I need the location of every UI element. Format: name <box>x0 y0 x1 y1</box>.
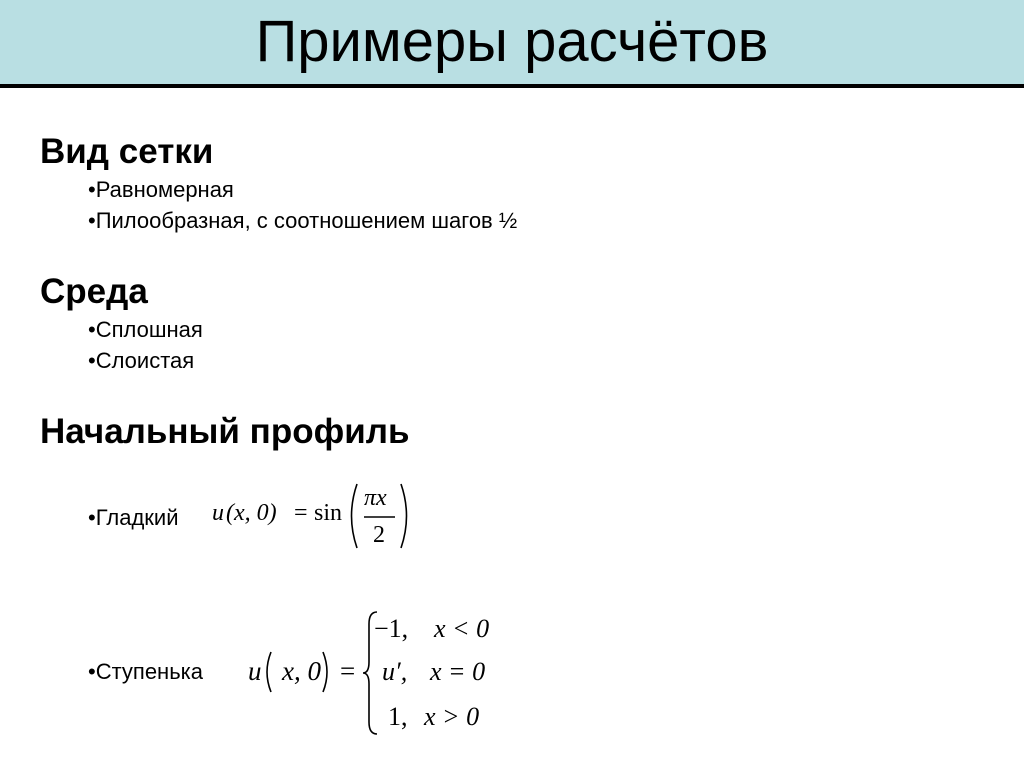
step-case2-value: u′, <box>382 657 408 686</box>
smooth-denominator: 2 <box>373 522 385 548</box>
step-case3-cond: x > 0 <box>424 702 480 731</box>
step-lhs-fn: u <box>248 656 262 686</box>
smooth-lhs-args: (x, 0) <box>226 500 277 526</box>
heading-grid-type: Вид сетки <box>40 132 214 171</box>
title-bar <box>0 0 1024 88</box>
heading-initial-profile: Начальный профиль <box>40 412 410 451</box>
step-case3-value: 1, <box>388 702 408 731</box>
step-formula <box>248 606 508 738</box>
smooth-formula <box>210 480 420 552</box>
step-equals: = <box>340 656 356 686</box>
step-case1-cond: x < 0 <box>434 614 490 643</box>
step-lhs-args: x, 0 <box>282 656 321 686</box>
bullet-uniform: •Равномерная <box>88 177 234 202</box>
bullet-smooth: •Гладкий <box>88 505 179 530</box>
heading-medium: Среда <box>40 272 148 311</box>
smooth-lhs-fn: u <box>212 500 224 526</box>
smooth-equals: = <box>294 500 308 526</box>
bullet-sawtooth: •Пилообразная, с соотношением шагов ½ <box>88 208 518 233</box>
step-case1-value: −1, <box>374 614 409 643</box>
smooth-numerator: πx <box>364 485 387 511</box>
smooth-sin: sin <box>314 500 343 526</box>
bullet-continuous: •Сплошная <box>88 317 203 342</box>
step-case2-cond: x = 0 <box>430 657 486 686</box>
slide-title: Примеры расчётов <box>255 9 769 74</box>
bullet-step: •Ступенька <box>88 659 204 684</box>
bullet-layered: •Слоистая <box>88 348 195 373</box>
